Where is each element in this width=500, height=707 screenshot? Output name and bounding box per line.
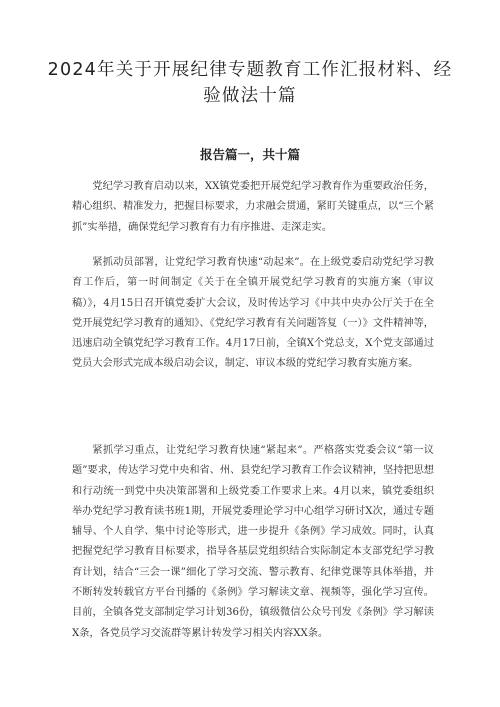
paragraph: 紧抓动员部署，让党纪学习教育快速“动起来”。在上级党委启动党纪学习教育工作后，第一时间制定《关于在全镇开展党纪学习教育的实施方案（审议稿）》，4月15日召开镇党委扩大会议，及时传达学习《中共中央办公厅关于在全党开展党纪学习教育的通知》、《党纪学习教育有关问题答复（一）》文件精神等，迅速启动全镇党纪学习教育工作。4月17日前，全镇X个党总支，X个党支部通过党员大会形式完成本级启动会议，制定、审议本级的党纪学习教育实施方案。 — [72, 257, 434, 370]
paragraph: 紧抓学习重点，让党纪学习教育快速“紧起来”。严格落实党委会议“第一议题”要求，传达学习党中央和省、州、县党纪学习教育工作会议精神，坚持把思想和行动统一到党中央决策部署和上级党委工作要求上来。4月以来，镇党委组织举办党纪学习教育读书班1期，开展党委理论学习中心组学习研讨X次，通过专题辅导、个人自学、集中讨论等形式，进一步提升《条例》学习成效。同时，认真把握党纪学习教育目标要求，指导各基层党组织结合实际制定本支部党纪学习教育计划，结合“三会一课”细化了学习交流、警示教育、纪律党课等具体举措，并不断转发转载官方平台刊播的《条例》学习解读文章、视频等，强化学习宣传。目前，全镇各党支部制定学习计划36份，镇级微信公众号刊发《条例》学习解读X条，各党员学习交流群等累计转发学习相关内容XX条。 — [72, 445, 434, 639]
document-title: 2024年关于开展纪律专题教育工作汇报材料、经验做法十篇 — [47, 60, 453, 106]
paragraph: 党纪学习教育启动以来，XX镇党委把开展党纪学习教育作为重要政治任务，精心组织、精准发力，把握目标要求，力求融会贯通，紧盯关键重点，以“三个紧抓”实举措，确保党纪学习教育有力有序推进、走深走实。 — [72, 181, 434, 233]
section-subtitle: 报告篇一，共十篇 — [199, 147, 300, 162]
